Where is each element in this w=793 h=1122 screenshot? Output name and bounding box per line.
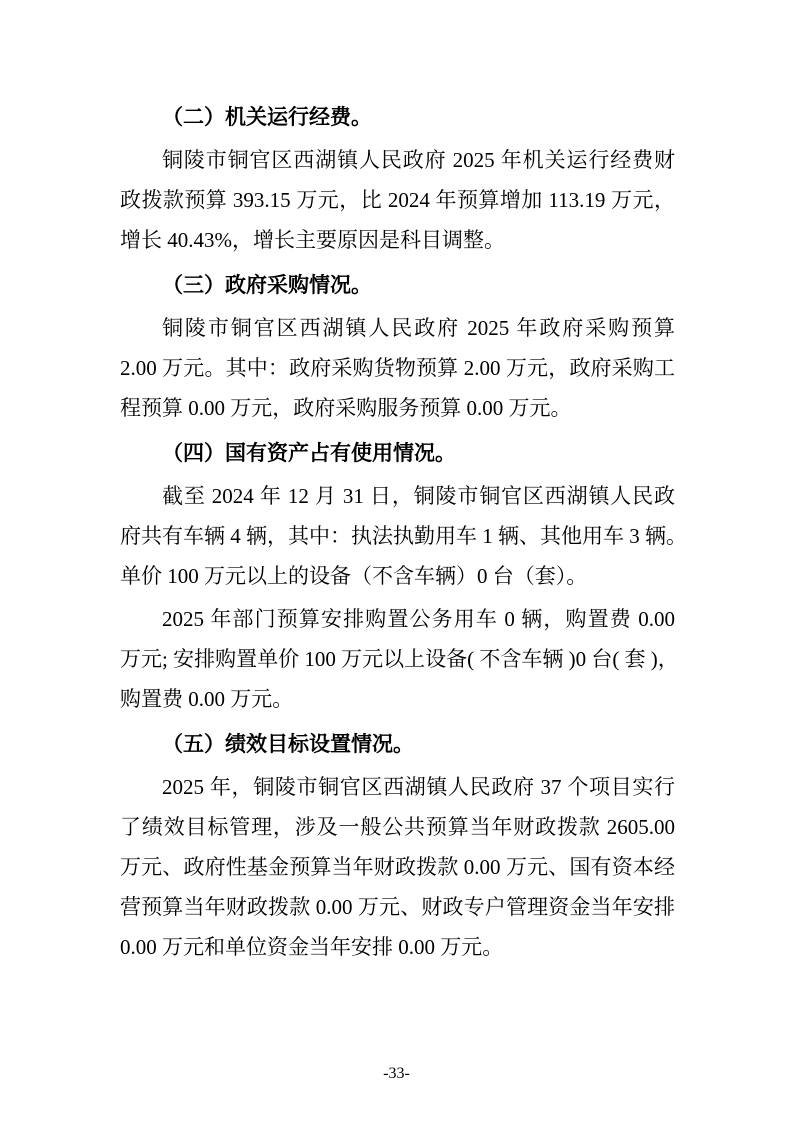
paragraph-line: 政拨款预算 393.15 万元，比 2024 年预算增加 113.19 万元， [120, 188, 675, 212]
paragraph-line: 了绩效目标管理，涉及一般公共预算当年财政拨款 2605.00 [120, 815, 675, 839]
paragraph-line: 府共有车辆 4 辆，其中：执法执勤用车 1 辆、其他用车 3 辆。 [120, 524, 687, 548]
paragraph-line: 2.00 万元。其中：政府采购货物预算 2.00 万元，政府采购工 [120, 356, 675, 380]
paragraph-line: 购置费 0.00 万元。 [120, 687, 294, 711]
paragraph-line: 增长 40.43%，增长主要原因是科目调整。 [120, 228, 505, 252]
paragraph-line: 单价 100 万元以上的设备（不含车辆）0 台（套）。 [120, 564, 588, 588]
paragraph-line: 万元; 安排购置单价 100 万元以上设备( 不含车辆 )0 台( 套 )， [120, 647, 679, 671]
paragraph-line: 截至 2024 年 12 月 31 日，铜陵市铜官区西湖镇人民政 [162, 484, 675, 508]
paragraph-line: 2025 年，铜陵市铜官区西湖镇人民政府 37 个项目实行 [162, 775, 675, 799]
page-number: -33- [383, 1065, 410, 1082]
paragraph-vehicles [120, 476, 687, 596]
paragraph-operating-funds [120, 140, 675, 260]
page-footer [0, 1062, 793, 1086]
section-heading-state-assets: （四）国有资产占有使用情况。 [162, 441, 456, 465]
paragraph-procurement [120, 308, 675, 428]
paragraph-line: 0.00 万元和单位资金当年安排 0.00 万元。 [120, 935, 504, 959]
section-heading-performance-targets: （五）绩效目标设置情况。 [162, 732, 414, 756]
paragraph-line: 铜陵市铜官区西湖镇人民政府 2025 年机关运行经费财 [162, 148, 675, 172]
section-heading-operating-funds: （二）机关运行经费。 [162, 105, 372, 129]
paragraph-performance [120, 767, 675, 967]
paragraph-line: 程预算 0.00 万元，政府采购服务预算 0.00 万元。 [120, 396, 572, 420]
paragraph-line: 万元、政府性基金预算当年财政拨款 0.00 万元、国有资本经 [120, 855, 675, 879]
section-heading-procurement: （三）政府采购情况。 [162, 273, 372, 297]
paragraph-line: 营预算当年财政拨款 0.00 万元、财政专户管理资金当年安排 [120, 895, 675, 919]
paragraph-vehicle-purchase [120, 599, 679, 719]
paragraph-line: 2025 年部门预算安排购置公务用车 0 辆，购置费 0.00 [162, 607, 675, 631]
document-content [120, 97, 687, 970]
paragraph-line: 铜陵市铜官区西湖镇人民政府 2025 年政府采购预算 [162, 316, 675, 340]
